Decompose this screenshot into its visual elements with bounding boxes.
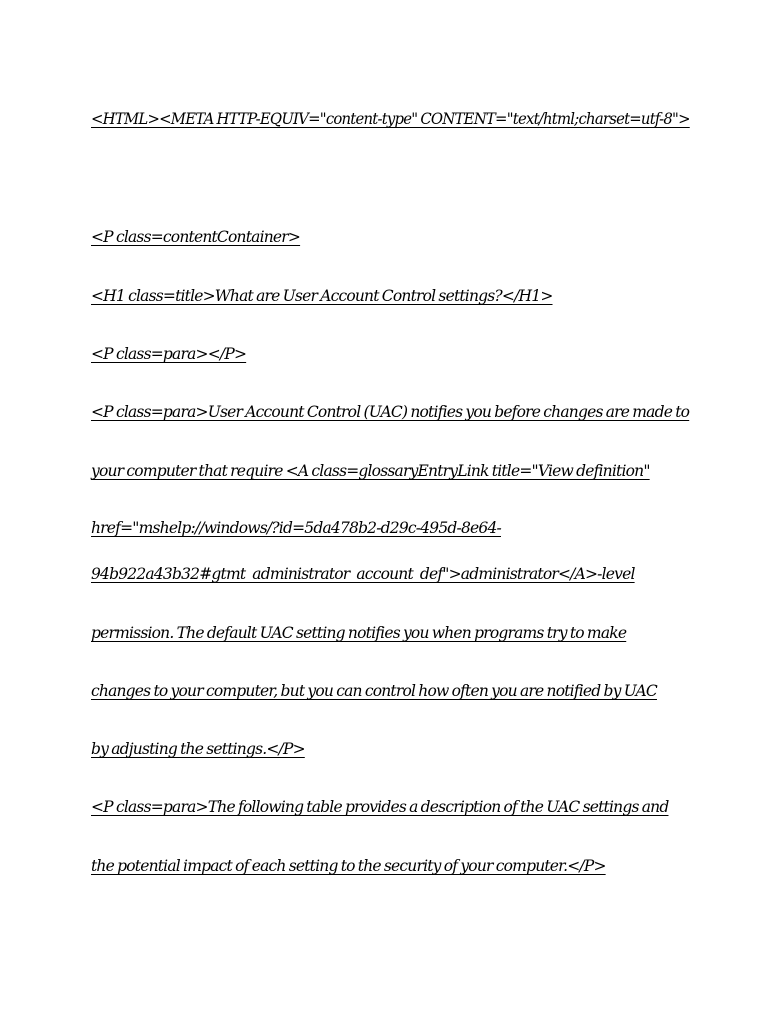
html-meta-line: <HTML><META HTTP-EQUIV="content-type" CONTENT="text/html;charset=utf-8"> — [91, 110, 690, 128]
text-line: the potential impact of each setting to the security of your computer.</P> — [91, 857, 606, 875]
text-line: permission. The default UAC setting notifies you when programs try to make — [91, 624, 627, 642]
content-container-line: <P class=contentContainer> — [91, 228, 301, 246]
text-line: changes to your computer, but you can control how often you are notified by UAC — [91, 682, 657, 700]
text-line: 94b922a43b32#gtmt_administrator_account_def">administrator</A>-level — [91, 565, 635, 583]
title-line: <H1 class=title>What are User Account Control settings?</H1> — [91, 287, 553, 305]
text-line: by adjusting the settings.</P> — [91, 740, 305, 758]
text-line: <P class=para>The following table provides a description of the UAC settings and — [91, 798, 669, 816]
empty-para-line: <P class=para></P> — [91, 345, 247, 363]
text-line: your computer that require <A class=glossaryEntryLink title="View definition" — [91, 462, 650, 480]
text-line: href="mshelp://windows/?id=5da478b2-d29c-495d-8e64- — [91, 519, 501, 537]
text-line: <P class=para>User Account Control (UAC) notifies you before changes are made to — [91, 403, 690, 421]
